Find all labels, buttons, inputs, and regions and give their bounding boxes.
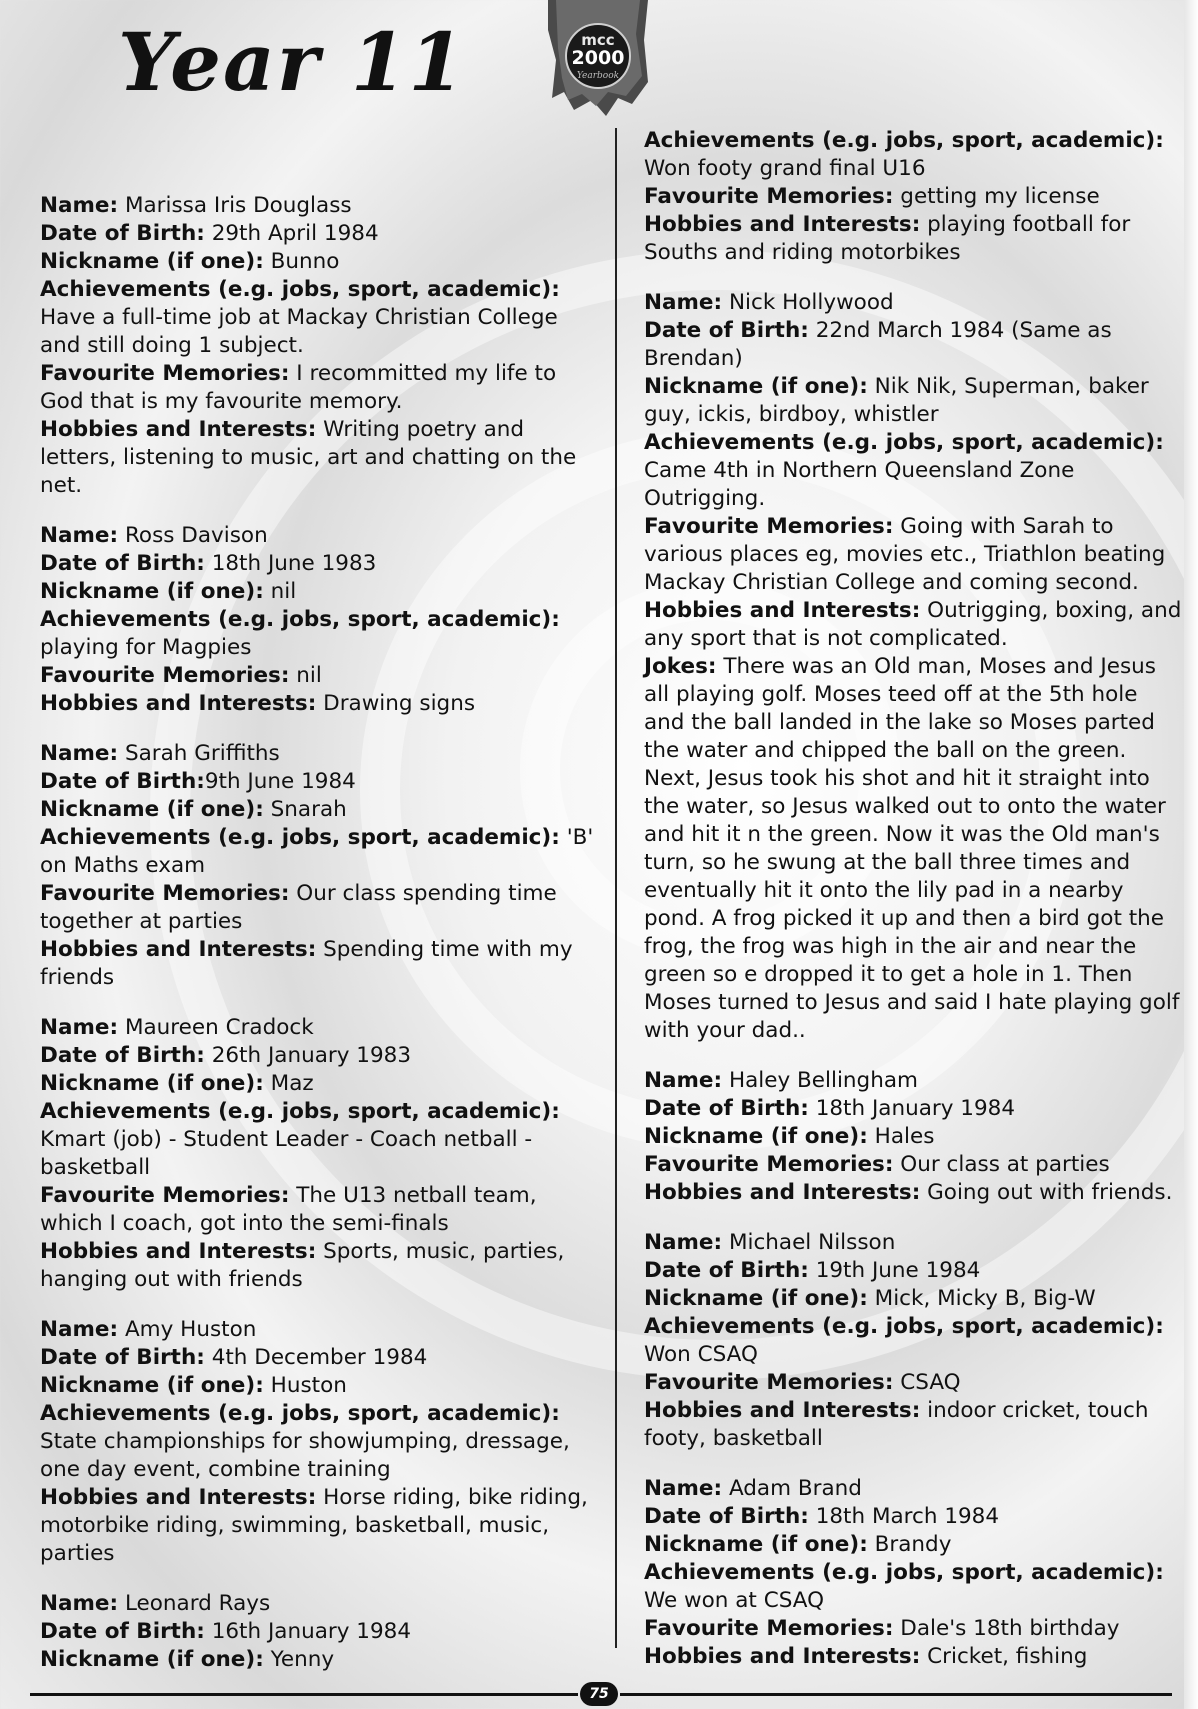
dob-label: Date of Birth: [644, 1096, 809, 1121]
dob-label: Date of Birth: [40, 551, 205, 576]
nickname-line [644, 373, 1184, 429]
hobbies-label: Hobbies and Interests: [40, 1485, 317, 1510]
nickname-value: nil [270, 579, 297, 604]
memories-label: Favourite Memories: [40, 1183, 290, 1208]
name-label: Name: [40, 193, 119, 218]
achievements-label: Achievements (e.g. jobs, sport, academic): [644, 128, 1164, 153]
name-value: Adam Brand [728, 1476, 862, 1501]
nickname-line [40, 1646, 600, 1674]
dob-label: Date of Birth: [40, 1619, 205, 1644]
name-line [644, 1475, 1184, 1503]
nickname-line [644, 1123, 1184, 1151]
achievements-value: We won at CSAQ [644, 1588, 825, 1613]
dob-label: Date of Birth: [40, 1043, 205, 1068]
name-line [40, 522, 600, 550]
dob-label: Date of Birth: [644, 318, 809, 343]
achievements-value: Came 4th in Northern Queensland Zone Outrigging. [644, 458, 1075, 511]
name-label: Name: [644, 290, 723, 315]
name-value: Nick Hollywood [728, 290, 894, 315]
nickname-line [644, 1531, 1184, 1559]
nickname-label: Nickname (if one): [40, 1373, 264, 1398]
name-value: Amy Huston [124, 1317, 257, 1342]
memories-label: Favourite Memories: [40, 663, 290, 688]
memories-value: CSAQ [900, 1370, 961, 1395]
hobbies-line [644, 1397, 1184, 1453]
name-value: Ross Davison [124, 523, 268, 548]
left-column [40, 192, 600, 1696]
dob-line [40, 220, 600, 248]
hobbies-line [40, 936, 600, 992]
jokes-label: Jokes: [644, 654, 717, 679]
name-label: Name: [40, 523, 119, 548]
nickname-label: Nickname (if one): [644, 1286, 868, 1311]
memories-line [40, 360, 600, 416]
student-entry [40, 192, 600, 500]
hobbies-label: Hobbies and Interests: [644, 1180, 921, 1205]
memories-line [644, 1151, 1184, 1179]
name-value: Leonard Rays [124, 1591, 271, 1616]
nickname-value: Mick, Micky B, Big-W [874, 1286, 1096, 1311]
achievements-line [40, 824, 600, 880]
name-line [644, 289, 1184, 317]
hobbies-value: Spending time with my friends [40, 937, 573, 990]
logo-text-top: mcc [581, 31, 615, 49]
jokes-line [644, 653, 1184, 1045]
name-label: Name: [644, 1068, 723, 1093]
memories-value: Our class spending time together at parties [40, 881, 557, 934]
achievements-value: playing for Magpies [40, 635, 252, 660]
hobbies-line [40, 1238, 600, 1294]
dob-line [644, 1503, 1184, 1531]
achievements-line [644, 1559, 1184, 1615]
memories-value: Our class at parties [900, 1152, 1110, 1177]
hobbies-value: Cricket, fishing [927, 1644, 1088, 1669]
dob-value: 16th January 1984 [211, 1619, 412, 1644]
achievements-label: Achievements (e.g. jobs, sport, academic): [644, 1314, 1164, 1339]
memories-line [644, 513, 1184, 597]
hobbies-label: Hobbies and Interests: [40, 1239, 317, 1264]
achievements-label: Achievements (e.g. jobs, sport, academic): [644, 1560, 1164, 1585]
nickname-value: Snarah [270, 797, 347, 822]
nickname-line [40, 1070, 600, 1098]
hobbies-value: Outrigging, boxing, and any sport that is not complicated. [644, 598, 1182, 651]
memories-value: Dale's 18th birthday [900, 1616, 1120, 1641]
name-label: Name: [644, 1230, 723, 1255]
dob-line [40, 768, 600, 796]
hobbies-value: playing football for Souths and riding motorbikes [644, 212, 1131, 265]
memories-label: Favourite Memories: [644, 514, 894, 539]
student-entry [40, 522, 600, 718]
student-entry [644, 1229, 1184, 1453]
hobbies-line [644, 597, 1184, 653]
dob-line [644, 1257, 1184, 1285]
dob-line [40, 1344, 600, 1372]
nickname-line [40, 578, 600, 606]
hobbies-value: indoor cricket, touch footy, basketball [644, 1398, 1149, 1451]
dob-label: Date of Birth: [40, 221, 205, 246]
name-line [40, 1014, 600, 1042]
student-entry [644, 289, 1184, 1045]
nickname-value: Brandy [874, 1532, 952, 1557]
achievements-line [644, 429, 1184, 513]
achievements-label: Achievements (e.g. jobs, sport, academic): [40, 277, 560, 302]
footer-rule-left [30, 1693, 578, 1696]
achievements-line [40, 1098, 600, 1182]
memories-label: Favourite Memories: [644, 1152, 894, 1177]
hobbies-label: Hobbies and Interests: [40, 937, 317, 962]
hobbies-line [40, 416, 600, 500]
memories-line [40, 662, 600, 690]
hobbies-line [644, 1179, 1184, 1207]
nickname-line [40, 796, 600, 824]
name-line [644, 1229, 1184, 1257]
memories-value: getting my license [900, 184, 1100, 209]
dob-value: 18th January 1984 [815, 1096, 1016, 1121]
achievements-line [40, 1400, 600, 1484]
hobbies-label: Hobbies and Interests: [40, 691, 317, 716]
hobbies-value: Writing poetry and letters, listening to music, art and chatting on the net. [40, 417, 577, 498]
logo-graphic [548, 0, 648, 118]
yearbook-logo [548, 0, 648, 118]
name-value: Sarah Griffiths [124, 741, 280, 766]
nickname-label: Nickname (if one): [40, 579, 264, 604]
nickname-label: Nickname (if one): [40, 797, 264, 822]
name-line [40, 1590, 600, 1618]
name-line [40, 192, 600, 220]
dob-label: Date of Birth: [40, 769, 205, 794]
achievements-value: Kmart (job) - Student Leader - Coach netball - basketball [40, 1127, 533, 1180]
name-value: Haley Bellingham [728, 1068, 918, 1093]
hobbies-value: Horse riding, bike riding, motorbike riding, swimming, basketball, music, parties [40, 1485, 588, 1566]
achievements-value: Have a full-time job at Mackay Christian College and still doing 1 subject. [40, 305, 558, 358]
dob-value: 18th June 1983 [211, 551, 377, 576]
memories-label: Favourite Memories: [40, 361, 290, 386]
name-label: Name: [644, 1476, 723, 1501]
achievements-value: Won footy grand final U16 [644, 156, 926, 181]
achievements-label: Achievements (e.g. jobs, sport, academic): [40, 607, 560, 632]
achievements-label: Achievements (e.g. jobs, sport, academic): [644, 430, 1164, 455]
student-entry [644, 1067, 1184, 1207]
hobbies-value: Going out with friends. [927, 1180, 1173, 1205]
memories-value: The U13 netball team, which I coach, got into the semi-finals [40, 1183, 537, 1236]
hobbies-label: Hobbies and Interests: [644, 1644, 921, 1669]
nickname-line [644, 1285, 1184, 1313]
memories-label: Favourite Memories: [644, 1616, 894, 1641]
dob-label: Date of Birth: [644, 1504, 809, 1529]
nickname-value: Huston [270, 1373, 347, 1398]
footer-rule-right [620, 1693, 1172, 1696]
name-value: Maureen Cradock [124, 1015, 314, 1040]
name-value: Michael Nilsson [728, 1230, 896, 1255]
memories-label: Favourite Memories: [40, 881, 290, 906]
dob-value: 18th March 1984 [815, 1504, 1000, 1529]
name-label: Name: [40, 1591, 119, 1616]
dob-value: 22nd March 1984 (Same as Brendan) [644, 318, 1112, 371]
nickname-value: Bunno [270, 249, 340, 274]
nickname-label: Nickname (if one): [644, 374, 868, 399]
dob-line [644, 1095, 1184, 1123]
page-edge [1184, 0, 1198, 1709]
hobbies-label: Hobbies and Interests: [644, 212, 921, 237]
student-entry [40, 1590, 600, 1674]
hobbies-line [40, 1484, 600, 1568]
memories-line [40, 1182, 600, 1238]
hobbies-line [40, 690, 600, 718]
achievements-line [644, 1313, 1184, 1369]
dob-line [40, 550, 600, 578]
jokes-value: There was an Old man, Moses and Jesus all playing golf. Moses teed off at the 5th hole and the ball landed in the lake so Moses parted the water and chipped the ball on the green. Next, Jesus took his shot and hit it straight into the water, so Jesus walked out to onto the water and hit it n the green. Now it was the Old man's turn, so he swung at the ball three times and eventually hit it onto the lily pad in a nearby pond. A frog picked it up and then a bird got the frog, the frog was high in the air and near the green so e dropped it to get a hole in 1. Then Moses turned to Jesus and said I hate playing golf with your dad.. [644, 654, 1180, 1043]
achievements-label: Achievements (e.g. jobs, sport, academic): [40, 1401, 560, 1426]
dob-label: Date of Birth: [40, 1345, 205, 1370]
achievements-value: State championships for showjumping, dressage, one day event, combine training [40, 1429, 570, 1482]
memories-line [644, 1369, 1184, 1397]
achievements-value: Won CSAQ [644, 1342, 758, 1367]
hobbies-line [644, 211, 1184, 267]
nickname-label: Nickname (if one): [40, 249, 264, 274]
student-entry [40, 1014, 600, 1294]
dob-value: 9th June 1984 [204, 769, 356, 794]
achievements-line [644, 127, 1184, 183]
nickname-label: Nickname (if one): [644, 1532, 868, 1557]
student-entry [40, 740, 600, 992]
logo-text-year: 2000 [571, 47, 625, 69]
hobbies-label: Hobbies and Interests: [40, 417, 317, 442]
nickname-value: Maz [270, 1071, 314, 1096]
memories-label: Favourite Memories: [644, 1370, 894, 1395]
nickname-value: Nik Nik, Superman, baker guy, ickis, birdboy, whistler [644, 374, 1149, 427]
achievements-value: 'B' on Maths exam [40, 825, 594, 878]
memories-line [644, 183, 1184, 211]
student-entry [40, 1316, 600, 1568]
dob-value: 19th June 1984 [815, 1258, 981, 1283]
hobbies-line [644, 1643, 1184, 1671]
hobbies-value: Sports, music, parties, hanging out with friends [40, 1239, 565, 1292]
memories-label: Favourite Memories: [644, 184, 894, 209]
memories-line [644, 1615, 1184, 1643]
name-label: Name: [40, 741, 119, 766]
achievements-line [40, 276, 600, 360]
dob-value: 26th January 1983 [211, 1043, 412, 1068]
page-number: 75 [580, 1682, 618, 1706]
dob-value: 29th April 1984 [211, 221, 379, 246]
dob-line [40, 1042, 600, 1070]
dob-line [40, 1618, 600, 1646]
name-line [40, 740, 600, 768]
hobbies-label: Hobbies and Interests: [644, 1398, 921, 1423]
nickname-label: Nickname (if one): [40, 1647, 264, 1672]
nickname-label: Nickname (if one): [644, 1124, 868, 1149]
dob-label: Date of Birth: [644, 1258, 809, 1283]
dob-line [644, 317, 1184, 373]
page-title: Year 11 [118, 15, 467, 109]
name-label: Name: [40, 1015, 119, 1040]
logo-text-sub: Yearbook [576, 71, 620, 81]
nickname-line [40, 1372, 600, 1400]
name-line [40, 1316, 600, 1344]
name-line [644, 1067, 1184, 1095]
achievements-label: Achievements (e.g. jobs, sport, academic): [40, 1099, 560, 1124]
memories-value: nil [296, 663, 322, 688]
achievements-label: Achievements (e.g. jobs, sport, academic): [40, 825, 560, 850]
nickname-label: Nickname (if one): [40, 1071, 264, 1096]
nickname-line [40, 248, 600, 276]
right-column [644, 127, 1184, 1693]
memories-line [40, 880, 600, 936]
column-divider [615, 128, 617, 1648]
student-entry-continued [644, 127, 1184, 267]
achievements-line [40, 606, 600, 662]
memories-value: I recommitted my life to God that is my favourite memory. [40, 361, 557, 414]
name-value: Marissa Iris Douglass [124, 193, 352, 218]
nickname-value: Hales [874, 1124, 935, 1149]
hobbies-label: Hobbies and Interests: [644, 598, 921, 623]
dob-value: 4th December 1984 [211, 1345, 428, 1370]
memories-value: Going with Sarah to various places eg, movies etc., Triathlon beating Mackay Christian College and coming second. [644, 514, 1166, 595]
name-label: Name: [40, 1317, 119, 1342]
hobbies-value: Drawing signs [323, 691, 476, 716]
student-entry [644, 1475, 1184, 1671]
nickname-value: Yenny [270, 1647, 335, 1672]
